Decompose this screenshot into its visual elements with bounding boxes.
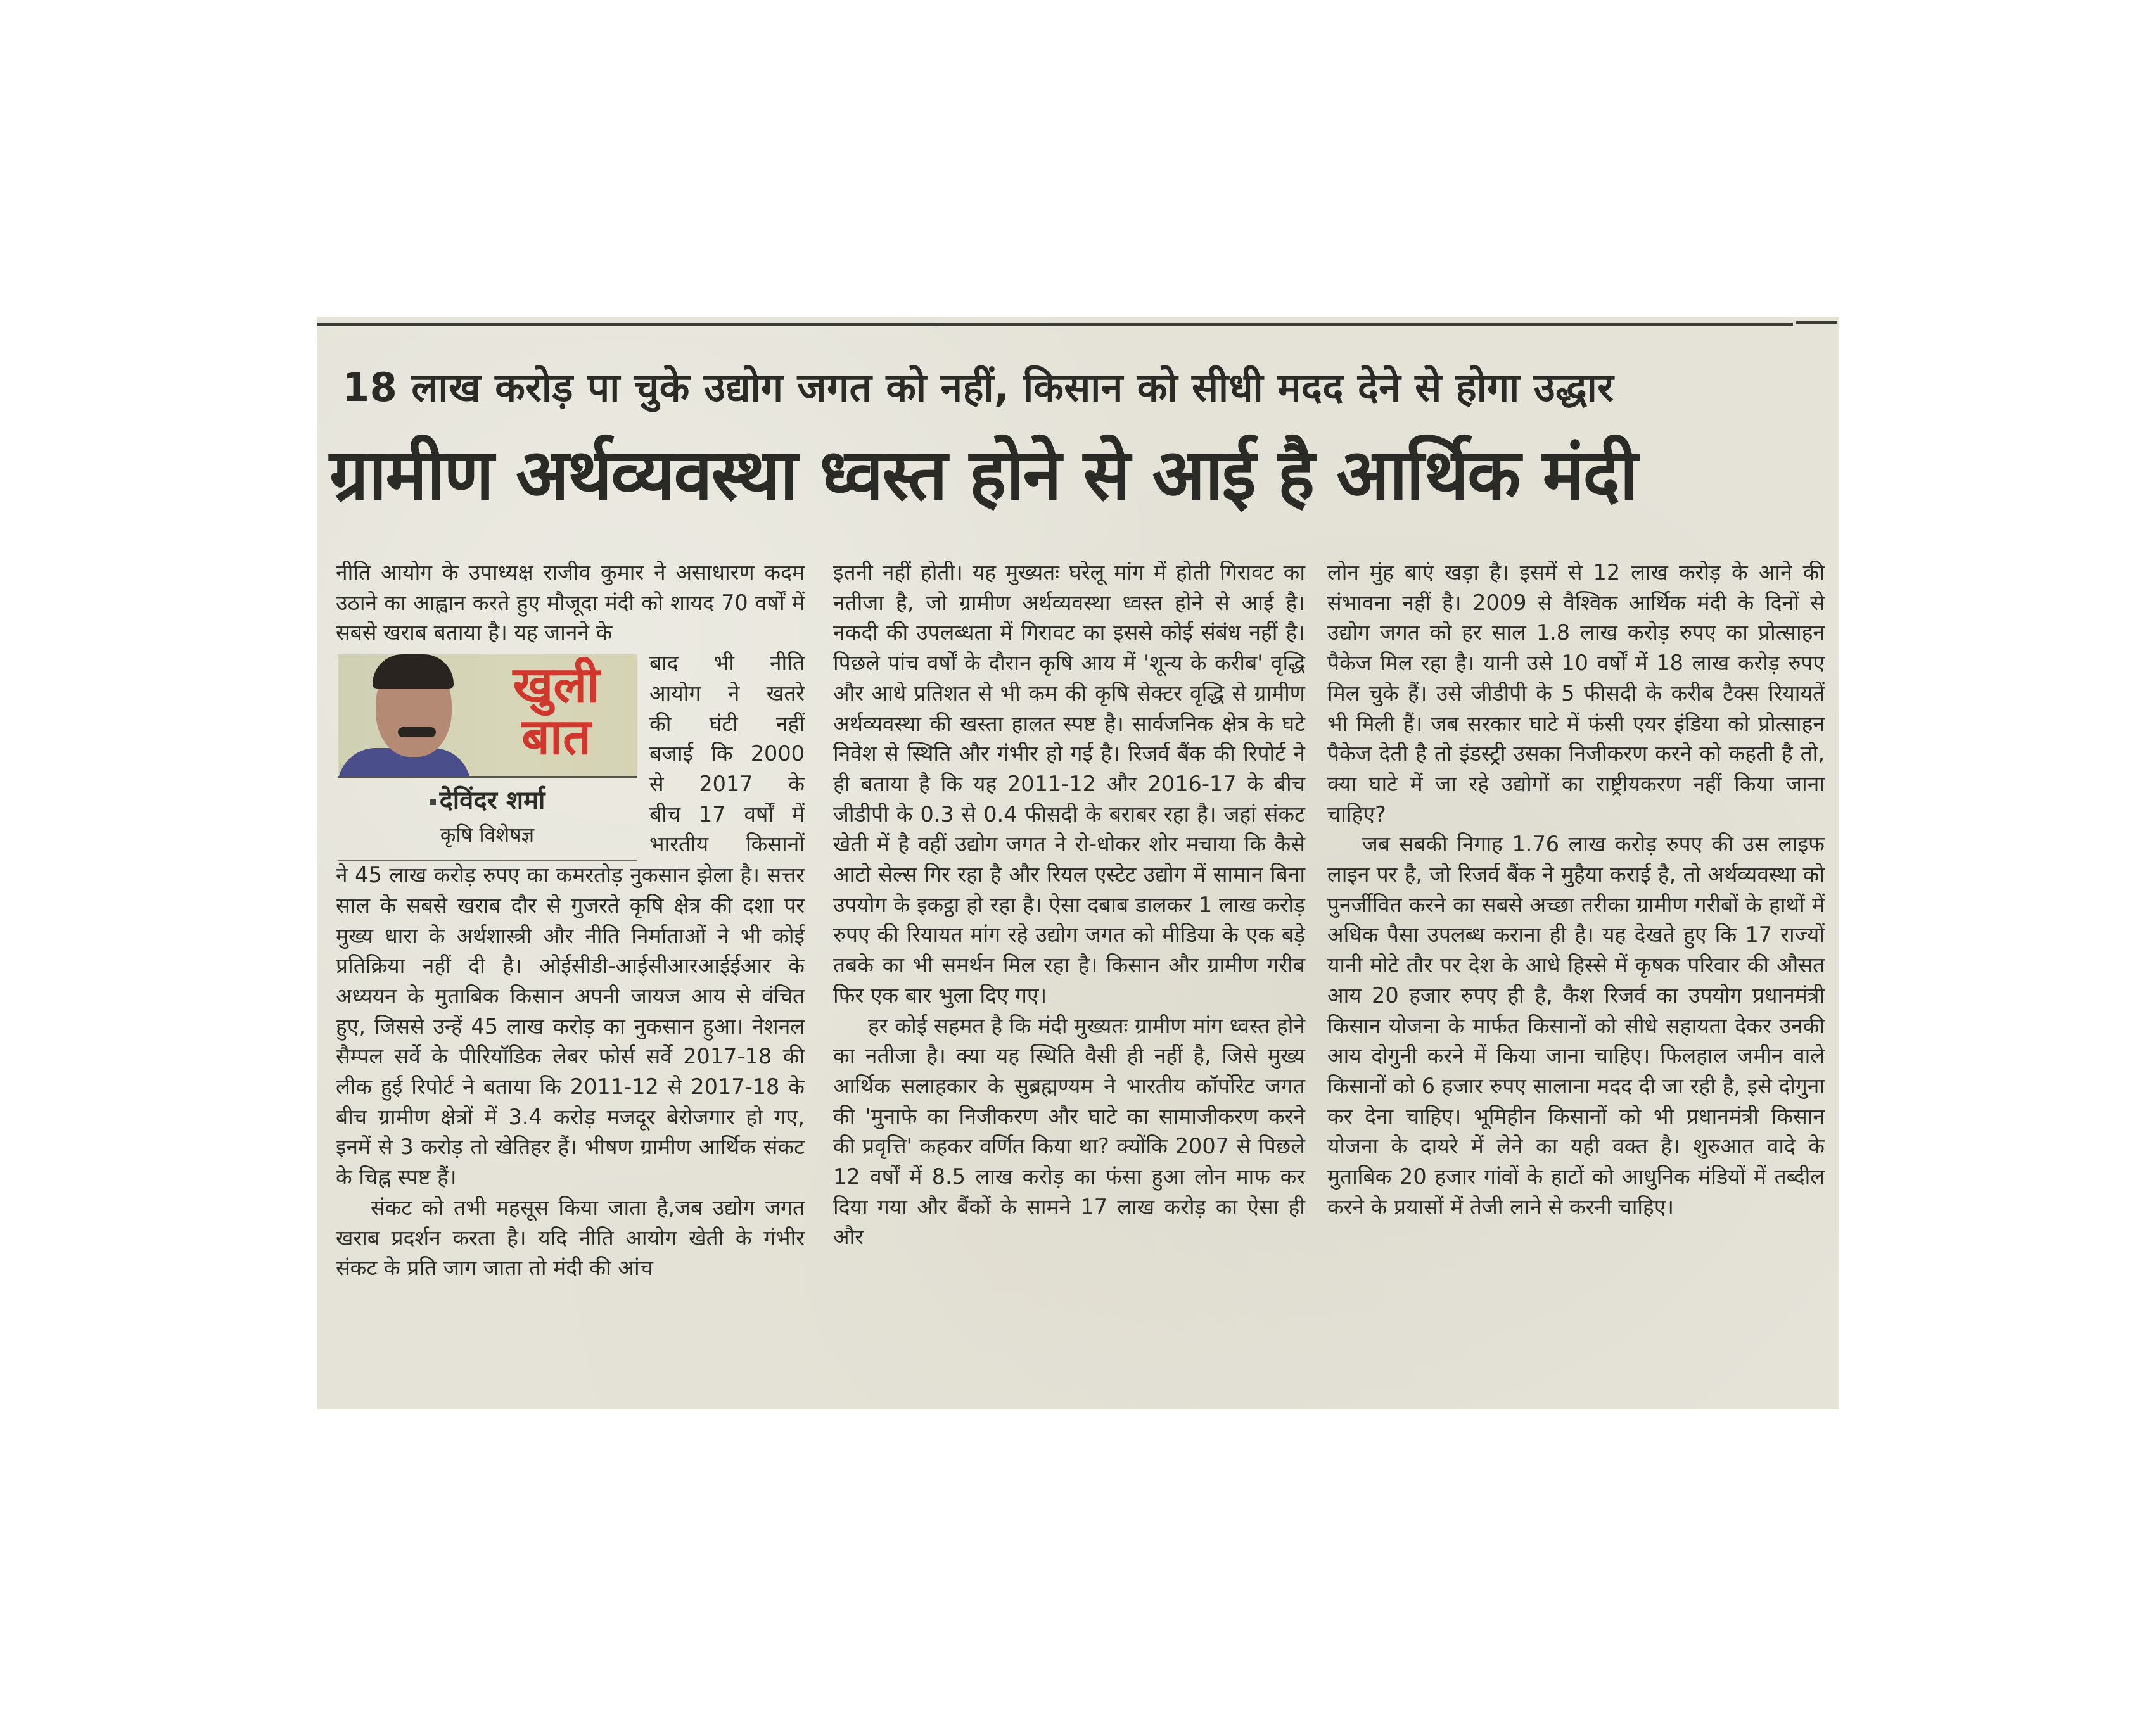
top-rule [317, 323, 1793, 326]
wrap-text [649, 648, 805, 860]
author-photo [338, 654, 637, 778]
wrap-line: से 2017 के [649, 771, 805, 796]
author-role: कृषि विशेषज्ञ [440, 823, 535, 847]
article-column-1 [336, 557, 805, 1283]
column-tag-line2: बात [521, 709, 591, 766]
author-name-text: देविंदर शर्मा [439, 786, 545, 816]
top-rule-right [1796, 321, 1837, 324]
paragraph: जब सबकी निगाह 1.76 लाख करोड़ रुपए की उस लाइफ लाइन पर है, जो रिजर्व बैंक ने मुहैया कराई है, तो अर्थव्यवस्था को पुनर्जीवित करने का सबसे अच्छा तरीका ग्रामीण गरीबों के हाथों में अधिक पैसा उपलब्ध कराना ही है। यह देखते हुए कि 17 राज्यों यानी मोटे तौर पर देश के आधे हिस्से में कृषक परिवार की औसत आय 20 हजार रुपए ही है, कैश रिजर्व का उपयोग प्रधानमंत्री किसान योजना के मार्फत किसानों को सीधे सहायता देकर उनकी आय दोगुनी करने में किया जाना चाहिए। फिलहाल जमीन वाले किसानों को 6 हजार रुपए सालाना मदद दी जा रही है, इसे दोगुना कर देना चाहिए। भूमिहीन किसानों को भी प्रधानमंत्री किसान योजना के दायरे में लेने का यही वक्त है। शुरुआत वादे के मुताबिक 20 हजार गांवों के हाटों को आधुनिक मंडियों में तब्दील करने के प्रयासों में तेजी लाने से करनी चाहिए। [1327, 832, 1825, 1219]
column-tag-line1: खुली [513, 657, 600, 714]
byline-wrap [336, 648, 805, 980]
wrap-line: भारतीय किसानों [649, 832, 805, 857]
paragraph: इतनी नहीं होती। यह मुख्यतः घरेलू मांग में होती गिरावट का नतीजा है, जो ग्रामीण अर्थव्यवस्था ध्वस्त होने से आई है। नकदी की उपलब्धता में गिरावट का इससे कोई संबंध नहीं है। पिछले पांच वर्षों के दौरान कृषि आय में 'शून्य के करीब' वृद्धि और आधे प्रतिशत से भी कम की कृषि सेक्टर वृद्धि से ग्रामीण अर्थव्यवस्था की खस्ता हालत स्पष्ट है। सार्वजनिक क्षेत्र के घटे निवेश से स्थिति और गंभीर हो गई है। रिजर्व बैंक की रिपोर्ट ने ही बताया है कि यह 2011-12 और 2016-17 के बीच जीडीपी के 0.3 से 0.4 फीसदी के बराबर रहा है। जहां संकट खेती में है वहीं उद्योग जगत ने रो-धोकर शोर मचाया कि कैसे आटो सेल्स गिर रहा है और रियल एस्टेट उद्योग में सामान बिना उपयोग के इकट्ठा हो रहा है। ऐसा दबाब डालकर 1 लाख करोड़ रुपए की रियायत मांग रहे उद्योग जगत को मीडिया के एक बड़े तबके का भी समर्थन मिल रहा है। किसान और ग्रामीण गरीब फिर एक बार भुला दिए गए। [833, 560, 1305, 1008]
article-column-3 [1327, 557, 1825, 1222]
paragraph: संकट को तभी महसूस किया जाता है,जब उद्योग जगत खराब प्रदर्शन करता है। यदि नीति आयोग खेती के गंभीर संकट के प्रति जाग जाता तो मंदी की आंच [336, 1195, 805, 1281]
wrap-line: बीच 17 वर्षों में [649, 801, 805, 827]
bullet-icon [430, 799, 436, 805]
main-headline: ग्रामीण अर्थव्यवस्था ध्वस्त होने से आई है आर्थिक मंदी [329, 434, 1637, 516]
wrap-line: की घंटी नहीं [649, 711, 805, 736]
column-1-intro: नीति आयोग के उपाध्यक्ष राजीव कुमार ने असाधारण कदम उठाने का आह्वान करते हुए मौजूदा मंदी को शायद 70 वर्षों में सबसे खराब बताया है। यह जानने के [336, 560, 805, 645]
column-tag [493, 657, 620, 766]
byline-rule [338, 860, 637, 861]
kicker-headline: 18 लाख करोड़ पा चुके उद्योग जगत को नहीं, किसान को सीधी मदद देने से होगा उद्धार [342, 364, 1614, 410]
person-hair-shape [373, 654, 454, 689]
paragraph: लोन मुंह बाएं खड़ा है। इसमें से 12 लाख करोड़ के आने की संभावना नहीं है। 2009 से वैश्विक आर्थिक मंदी के दिनों से उद्योग जगत को हर साल 1.8 लाख करोड़ रुपए का प्रोत्साहन पैकेज मिल रहा है। यानी उसे 10 वर्षों में 18 लाख करोड़ रुपए मिल चुके हैं। उसे जीडीपी के 5 फीसदी के करीब टैक्स रियायतें भी मिली हैं। जब सरकार घाटे में फंसी एयर इंडिया को प्रोत्साहन पैकेज देती है तो इंडस्ट्री उसका निजीकरण करने को कहती है तो, क्या घाटे में जा रहे उद्योगों का राष्ट्रीयकरण नहीं किया जाना चाहिए? [1327, 560, 1825, 827]
article-column-2 [833, 557, 1305, 1252]
byline-box [338, 648, 637, 876]
person-moustache-shape [398, 727, 436, 737]
paragraph: हर कोई सहमत है कि मंदी मुख्यतः ग्रामीण मांग ध्वस्त होने का नतीजा है। क्या यह स्थिति वैसी ही नहीं है, जिसे मुख्य आर्थिक सलाहकार के सुब्रह्मण्यम ने भारतीय कॉर्पोरेट जगत की 'मुनाफे का निजीकरण और घाटे का सामाजीकरण करने की प्रवृत्ति' कहकर वर्णित किया था? क्योंकि 2007 से पिछले 12 वर्षों में 8.5 लाख करोड़ का फंसा हुआ लोन माफ कर दिया गया और बैंकों के सामने 17 लाख करोड़ का ऐसा ही और [833, 1013, 1305, 1250]
newspaper-clipping [317, 317, 1839, 1409]
author-name [338, 786, 637, 816]
wrap-line: बजाई कि 2000 [649, 741, 805, 766]
wrap-line: आयोग ने खतरे [649, 680, 805, 706]
wrap-line: बाद भी नीति [649, 650, 805, 676]
paragraph: ने 45 लाख करोड़ रुपए का कमरतोड़ नुकसान झेला है। सत्तर साल के सबसे खराब दौर से गुजरते कृषि क्षेत्र की दशा पर मुख्य धारा के अर्थशास्त्री और नीति निर्माताओं ने भी कोई प्रतिक्रिया नहीं दी है। ओईसीडी-आईसीआरआईईआर के अध्ययन के मुताबिक किसान अपनी जायज आय से वंचित हुए, जिससे उन्हें 45 लाख करोड़ का नुकसान हुआ। नेशनल सैम्पल सर्वे के पीरियॉडिक लेबर फोर्स सर्वे 2017-18 की लीक हुई रिपोर्ट ने बताया कि 2011-12 से 2017-18 के बीच ग्रामीण क्षेत्रों में 3.4 करोड़ मजदूर बेरोजगार हो गए, इनमें से 3 करोड़ तो खेतिहर हैं। भीषण ग्रामीण आर्थिक संकट के चिह्न स्पष्ट हैं। [336, 863, 805, 1190]
